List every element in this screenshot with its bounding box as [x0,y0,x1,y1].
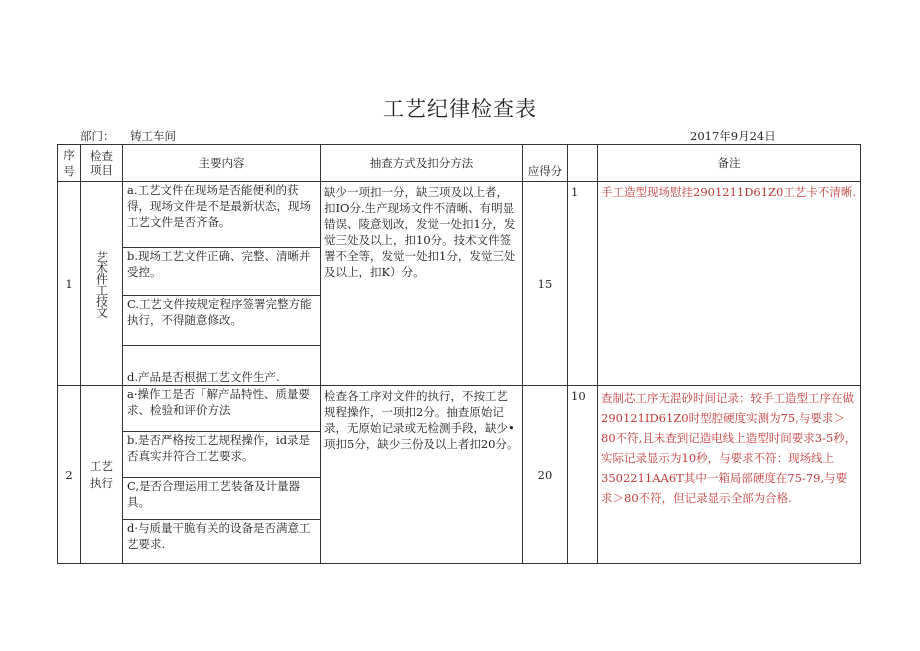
header-item-line1: 检查 [90,149,113,163]
row1-content-b: b.现场工艺文件正确、完整、清晰并受控。 [123,248,321,296]
row2-content-a: a·操作工是否「解产品特性、质量要求、检验和评价方法 [123,386,321,432]
row2-item-text: 工艺执行 [90,458,113,490]
row2-content-c: C,是否合理运用工艺装备及计量器具。 [123,478,321,520]
header-no: 序号 [58,145,81,182]
header-remark: 备注 [598,145,861,182]
header-deduct [568,145,598,182]
table-row [58,182,861,248]
header-row [58,145,861,182]
row1-item [81,182,123,386]
header-score: 应得分 [523,145,568,182]
row2-method: 检查各工序对文件的执行，不按工艺规程操作，一项扣2分。抽查原始记录，无原始记录或无检测手段，缺少•项扣5分，缺少三份及以上者扣20分。 [321,386,523,564]
table-row [58,386,861,432]
row1-remark: 手工造型现场慰挂2901211D61Z0工艺卡不清晰. [598,182,861,386]
inspection-table [57,144,861,564]
row2-content-d: d·与质量干脆有关的设备是否满意工艺要求. [123,520,321,564]
row2-no: 2 [58,386,81,564]
row2-score: 20 [523,386,568,564]
row2-item [81,386,123,564]
row1-item-text: 艺术件工技文 [94,250,109,317]
row1-score: 15 [523,182,568,386]
row1-no: 1 [58,182,81,386]
department-value: 铸工车间 [130,129,176,143]
inspection-date: 2017年9月24日 [690,129,776,143]
row1-content-a: a.工艺文件在现场是否能便利的获得，现场文件是不是最新状态，现场工艺文件是否齐备。 [123,182,321,248]
page-title: 工艺纪律检查表 [383,97,537,121]
row2-remark: 查制芯工序无混砂时间记录：较手工造型工序在做290121ID61Z0时型腔硬度实测为75,与要求＞80不符,且未查到记造电线上造型时间要求3-5秒，实际记录显示为10秒，与要求不符：现场线上3502211AA6T其中一箱局部硬度在75-79,与要求＞80不符，但记录显示全部为合格. [598,386,861,564]
header-content: 主要内容 [123,145,321,182]
header-item-line2: 项目 [90,163,113,177]
department-label: 部门： [80,129,115,143]
row2-deduct: 10 [568,386,598,564]
row1-content-c: C.工艺文件按规定程序签署完整方能执行，不得随意修改。 [123,296,321,346]
row1-deduct: 1 [568,182,598,386]
row1-content-d: d.产品是否根据工艺文件生产. [123,346,321,386]
row1-method: 缺少一项扣一分，缺三项及以上者，扣IO分.生产现场文件不清晰、有明显错误、陵意划改，发觉一处扣1分，发觉三处及以上，扣10分。技术文件签署不全等，发觉一处扣1分，发觉三处及以上，扣K）分。 [321,182,523,386]
row2-content-b: b.是否严格按工艺规程操作，id录是否真实并符合工艺要求。 [123,432,321,478]
header-method: 抽查方式及扣分方法 [321,145,523,182]
header-item [81,145,123,182]
